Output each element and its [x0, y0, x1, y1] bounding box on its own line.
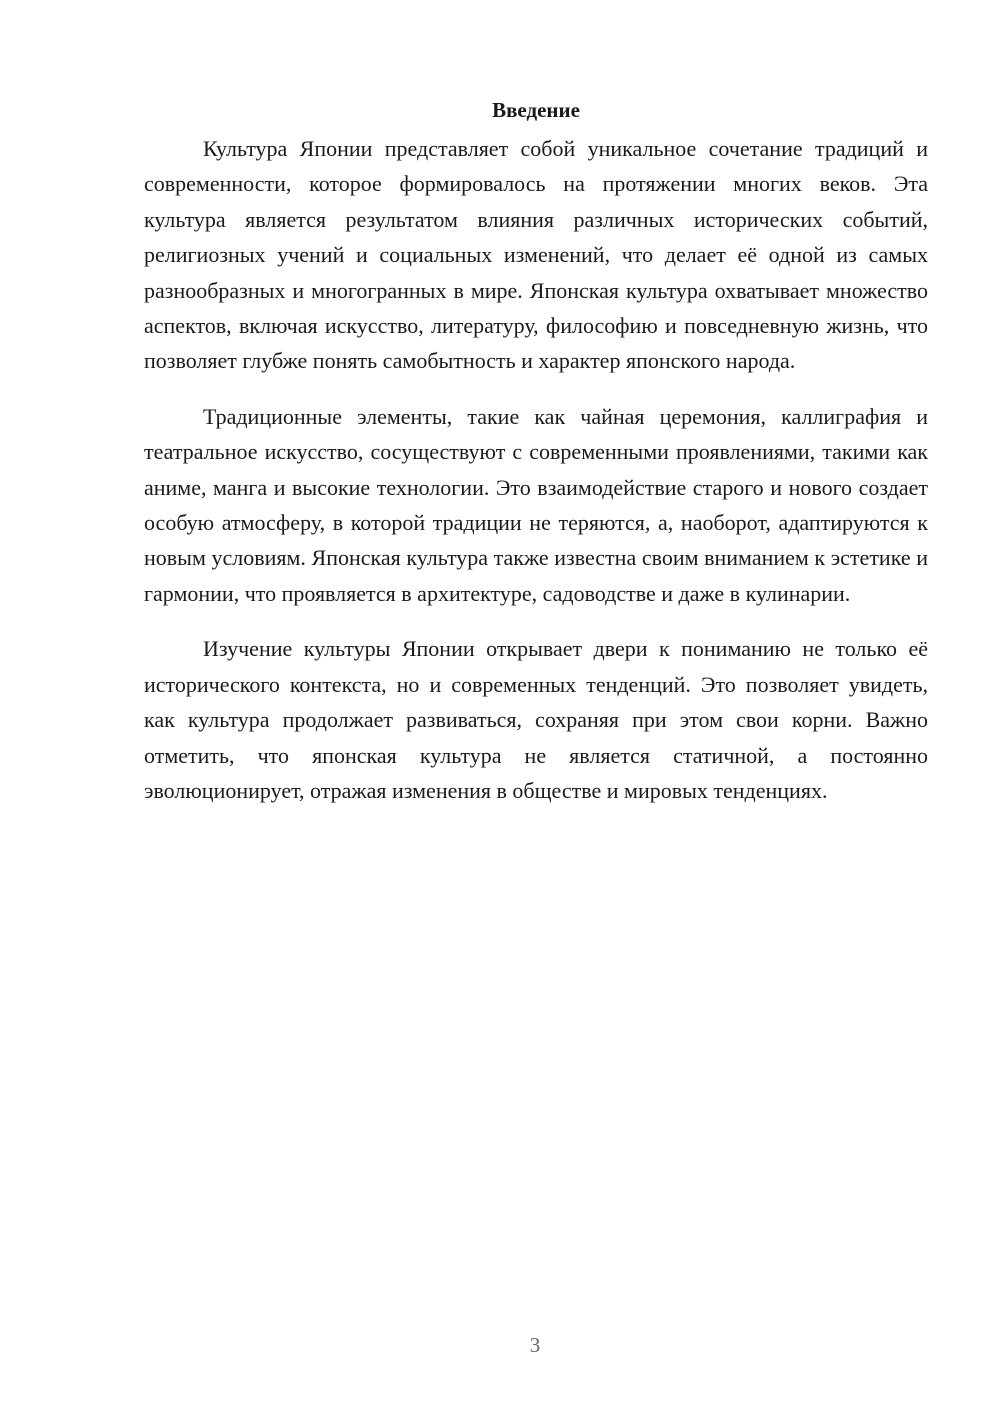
paragraph-1: Культура Японии представляет собой уникальное сочетание традиций и современности, которое формировалось на протяжении многих веков. Эта культура является результатом влияния различных исторических событий, религиозных учений и социальных изменений, что делает её одной из самых разнообразных и многогранных в мире. Японская культура охватывает множество аспектов, включая искусство, литературу, философию и повседневную жизнь, что позволяет глубже понять самобытность и характер японского народа.	[144, 136, 928, 374]
paragraph-2: Традиционные элементы, такие как чайная церемония, каллиграфия и театральное искусство, сосуществуют с современными проявлениями, такими как аниме, манга и высокие технологии. Это взаимодействие старого и нового создает особую атмосферу, в которой традиции не теряются, а, наоборот, адаптируются к новым условиям. Японская культура также известна своим вниманием к эстетике и гармонии, что проявляется в архитектуре, садоводстве и даже в кулинарии.	[144, 403, 928, 606]
page-number: 3	[529, 1333, 541, 1357]
paragraph-3: Изучение культуры Японии открывает двери к пониманию не только её исторического контекста, но и современных тенденций. Это позволяет увидеть, как культура продолжает развиваться, сохраняя при этом свои корни. Важно отметить, что японская культура не является статичной, а постоянно эволюционирует, отражая изменения в обществе и мировых тенденциях.	[144, 636, 928, 803]
section-heading: Введение	[492, 98, 580, 122]
page-content	[144, 92, 928, 828]
